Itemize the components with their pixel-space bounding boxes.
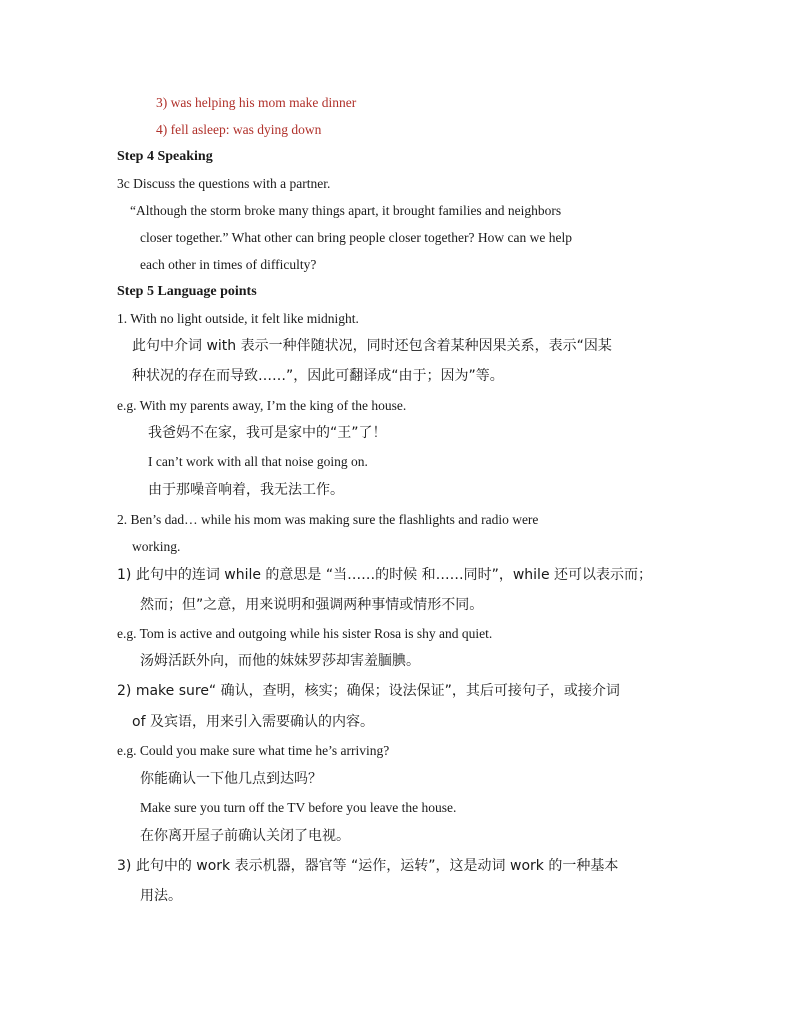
point2-sub2-example-1: e.g. Could you make sure what time he’s arriving? (117, 743, 390, 758)
step4-heading: Step 4 Speaking (117, 149, 213, 164)
point1-example-2: I can’t work with all that noise going on. (148, 454, 368, 469)
point1-sentence: 1. With no light outside, it felt like midnight. (117, 311, 359, 326)
point2-sub1-line-1: 1) 此句中的连词 while 的意思是 “当……的时候 和……同时”，while 还可以表示而； (117, 567, 653, 583)
point2-sentence-line-1: 2. Ben’s dad… while his mom was making sure the flashlights and radio were (117, 512, 539, 527)
step5-heading: Step 5 Language points (117, 284, 257, 299)
point2-sub3-line-2: 用法。 (140, 888, 182, 904)
step4-quote-line-1: “Although the storm broke many things apart, it brought families and neighbors (130, 203, 562, 218)
point2-sub1-example-zh: 汤姆活跃外向，而他的妹妹罗莎却害羞腼腆。 (140, 653, 420, 669)
point1-explain-line-1: 此句中介词 with 表示一种伴随状况，同时还包含着某种因果关系，表示“因某 (132, 338, 612, 354)
point2-sub2-line-2: of 及宾语，用来引入需要确认的内容。 (132, 714, 374, 730)
point2-sub2-example-2: Make sure you turn off the TV before you leave the house. (140, 800, 457, 815)
point2-sub2-line-1: 2) make sure“ 确认，查明，核实；确保；设法保证”，其后可接句子，或接介词 (117, 683, 620, 699)
point2-sentence-line-2: working. (132, 539, 181, 554)
point2-sub1-example: e.g. Tom is active and outgoing while his sister Rosa is shy and quiet. (117, 626, 493, 641)
point1-explain-line-2: 种状况的存在而导致……”，因此可翻译成“由于；因为”等。 (132, 368, 504, 384)
step4-task: 3c Discuss the questions with a partner. (117, 176, 331, 191)
answer-3: 3) was helping his mom make dinner (156, 95, 357, 110)
point2-sub1-line-2: 然而；但”之意，用来说明和强调两种事情或情形不同。 (140, 597, 484, 613)
point2-sub2-example-1-zh: 你能确认一下他几点到达吗？ (140, 771, 322, 787)
answer-4: 4) fell asleep: was dying down (156, 122, 322, 137)
step4-quote-line-2: closer together.” What other can bring people closer together? How can we help (140, 230, 572, 245)
point1-example-1-zh: 我爸妈不在家，我可是家中的“王”了！ (148, 425, 387, 441)
point1-example-1: e.g. With my parents away, I’m the king of the house. (117, 398, 407, 413)
point2-sub2-example-2-zh: 在你离开屋子前确认关闭了电视。 (140, 828, 350, 844)
step4-quote-line-3: each other in times of difficulty? (140, 257, 317, 272)
point2-sub3-line-1: 3) 此句中的 work 表示机器，器官等 “运作，运转”，这是动词 work 的一种基本 (117, 858, 619, 874)
point1-example-2-zh: 由于那噪音响着，我无法工作。 (148, 482, 344, 498)
